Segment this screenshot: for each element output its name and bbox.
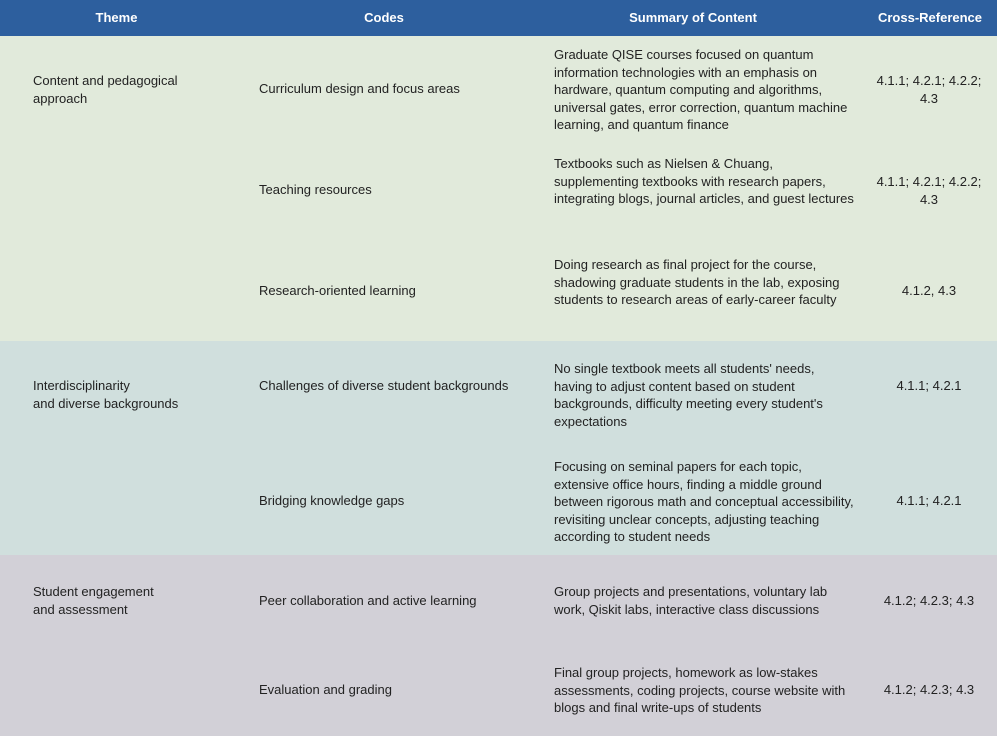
cross-reference-cell: 4.1.2; 4.2.3; 4.3 [883, 593, 975, 608]
cross-reference-cell: 4.1.2; 4.2.3; 4.3 [883, 682, 975, 697]
code-cell: Evaluation and grading [259, 682, 392, 697]
code-cell: Peer collaboration and active learning [259, 593, 477, 608]
theme-label: Content and pedagogical approach [33, 73, 178, 106]
header-summary: Summary of Content [629, 10, 757, 25]
cross-reference-cell: 4.1.2, 4.3 [901, 283, 957, 298]
summary-cell: Final group projects, homework as low-stakes assessments, coding projects, course website with blogs and final write-ups of students [554, 665, 846, 715]
cross-reference-cell: 4.1.1; 4.2.1 [896, 493, 962, 508]
cross-reference-cell: 4.1.1; 4.2.1; 4.2.2; 4.3 [876, 174, 982, 207]
table-header [0, 0, 997, 36]
code-cell: Teaching resources [259, 182, 372, 197]
cross-reference-cell: 4.1.1; 4.2.1 [896, 378, 962, 393]
theme-label: Interdisciplinarity and diverse backgrounds [33, 378, 179, 411]
summary-cell: Textbooks such as Nielsen & Chuang, supplementing textbooks with research papers, integrating blogs, journal articles, and guest lectures [554, 156, 854, 206]
code-cell: Curriculum design and focus areas [259, 81, 460, 96]
cross-reference-cell: 4.1.1; 4.2.1; 4.2.2; 4.3 [876, 73, 982, 106]
summary-cell: No single textbook meets all students' needs, having to adjust content based on student backgrounds, difficulty meeting every student's expectations [554, 361, 823, 429]
summary-cell: Doing research as final project for the course, shadowing graduate students in the lab, exposing students to research areas of early-career faculty [554, 257, 840, 307]
summary-cell: Focusing on seminal papers for each topic, extensive office hours, finding a middle ground between rigorous math and conceptual accessibility, revisiting unclear concepts, adjusting teaching according to student needs [554, 459, 854, 544]
header-codes: Codes [364, 10, 404, 25]
summary-cell: Group projects and presentations, voluntary lab work, Qiskit labs, interactive class discussions [554, 584, 828, 617]
header-theme: Theme [95, 10, 138, 25]
header-cross-reference: Cross-Reference [877, 10, 983, 25]
code-cell: Research-oriented learning [259, 283, 416, 298]
code-cell: Bridging knowledge gaps [259, 493, 405, 508]
summary-cell: Graduate QISE courses focused on quantum information technologies with an emphasis on hardware, quantum computing and algorithms, universal gates, error correction, quantum machine learning, and quantum finance [554, 47, 848, 132]
code-cell: Challenges of diverse student backgrounds [259, 378, 509, 393]
theme-label: Student engagement and assessment [33, 584, 154, 617]
